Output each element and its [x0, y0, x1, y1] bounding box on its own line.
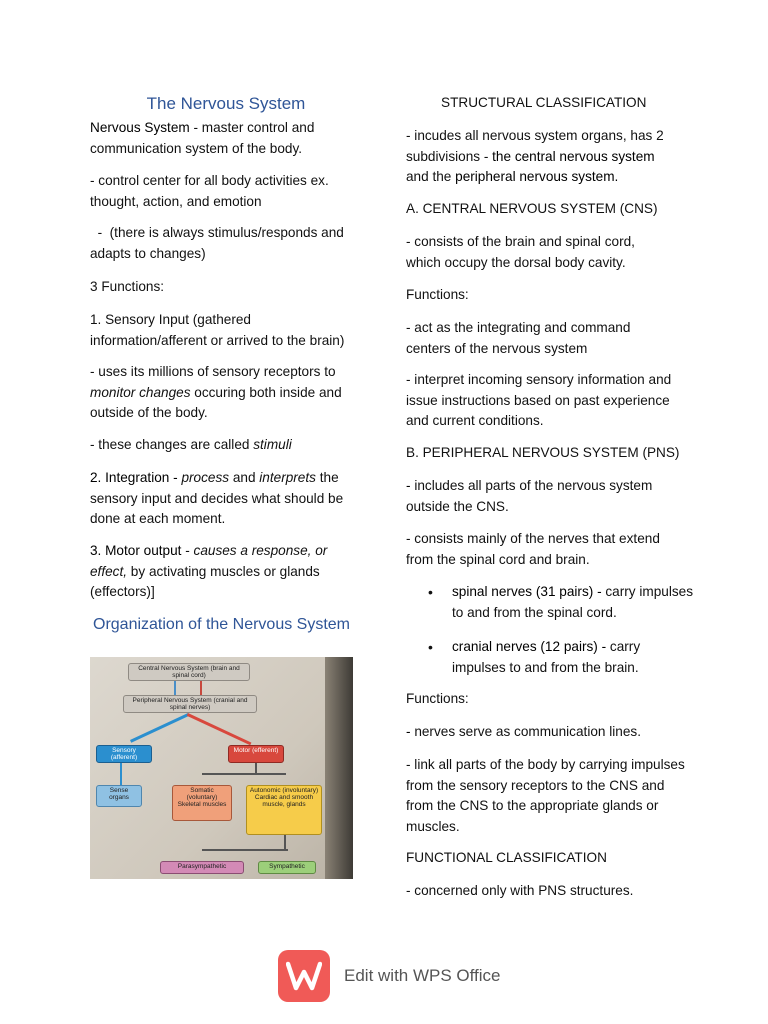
pns-p1-text: includes all parts of the nervous system outside the CNS.: [406, 478, 653, 514]
cns-paragraph-3: - interpret incoming sensory information and issue instructions based on past experience and current conditions.: [406, 372, 672, 428]
pns-paragraph-2: - consists mainly of the nerves that extend from the spinal cord and brain.: [406, 531, 660, 567]
arrow-down-line: [200, 681, 202, 695]
bullet2-label: cranial nerves (12 pairs) -: [452, 639, 610, 654]
diagram-sympathetic-box: Sympathetic: [258, 861, 316, 874]
intro-term: Nervous System: [90, 120, 190, 135]
f3-dash: -: [181, 543, 194, 558]
diagram-sensory-box: Sensory (afferent): [96, 745, 152, 763]
f1-text-b: occuring both inside and outside of the body.: [90, 384, 342, 420]
f2-and: and: [229, 470, 260, 485]
diagram-pns-box: Peripheral Nervous System (cranial and spinal nerves): [123, 695, 257, 713]
diagram-cns-box: Central Nervous System (brain and spinal cord): [128, 663, 250, 681]
motor-down-line: [255, 763, 257, 773]
p1-b: the central nervous system: [492, 148, 655, 164]
list-item: [406, 582, 696, 623]
motor-split-line: [202, 773, 286, 775]
f2-label: 2. Integration -: [90, 470, 182, 485]
f3-em: causes a response, or effect,: [90, 543, 328, 579]
intro-paragraph: [90, 118, 360, 159]
arrow-up-line: [174, 681, 176, 695]
f1-text-a: - uses its millions of sensory receptors to: [90, 364, 336, 379]
cns-heading: A. CENTRAL NERVOUS SYSTEM (CNS): [406, 201, 658, 216]
function2-paragraph: [90, 468, 362, 530]
f3-label: 3. Motor output: [90, 543, 182, 558]
f2-em2: interprets: [259, 470, 316, 485]
pns-p3-text: nerves serve as communication lines.: [414, 724, 641, 739]
stimuli-paragraph: [90, 435, 360, 456]
stimulus-paragraph: - (there is always stimulus/responds and adapts to changes): [90, 225, 348, 261]
intro-definition: - master control and communication system of the body.: [90, 120, 315, 156]
pns-p1-dash: -: [406, 478, 415, 493]
pns-heading: B. PERIPHERAL NERVOUS SYSTEM (PNS): [406, 445, 680, 460]
p1-c: and the: [406, 169, 456, 184]
cns-paragraph-2: - act as the integrating and command centers of the nervous system: [406, 320, 631, 356]
nervous-system-diagram: [90, 657, 353, 879]
cns-paragraph-1: - consists of the brain and spinal cord, which occupy the dorsal body cavity.: [406, 234, 635, 270]
control-center-paragraph: - control center for all body activities ex. thought, action, and emotion: [90, 173, 329, 209]
f1-text-em: monitor changes: [90, 384, 191, 400]
diagram-sense-organs-box: Sense organs: [96, 785, 142, 807]
motor-branch-line: [187, 713, 252, 745]
wps-logo-icon[interactable]: [278, 950, 330, 1002]
functional-paragraph: - concerned only with PNS structures.: [406, 883, 634, 898]
wps-w-icon: [286, 960, 322, 992]
pns-functions-heading: Functions:: [406, 691, 469, 706]
function3-paragraph: [90, 541, 348, 603]
p1-d: peripheral nervous system.: [455, 169, 619, 184]
functions-heading: 3 Functions:: [90, 279, 165, 294]
f2-rest: the sensory input and decides what should be done at each moment.: [90, 470, 344, 526]
diagram-parasympathetic-box: Parasympathetic: [160, 861, 244, 874]
page-title: The Nervous System: [146, 94, 306, 113]
list-item: [406, 637, 696, 678]
f2-em1: process: [181, 470, 230, 485]
diagram-somatic-box: Somatic (voluntary) Skeletal muscles: [172, 785, 232, 821]
f1-text2-em: stimuli: [253, 437, 292, 452]
p1-a: - incudes all nervous system organs, has 2 subdivisions -: [406, 128, 664, 164]
diagram-autonomic-box: Autonomic (involuntary) Cardiac and smooth muscle, glands: [246, 785, 322, 835]
functional-heading: FUNCTIONAL CLASSIFICATION: [406, 850, 607, 865]
organization-title: Organization of the Nervous System: [93, 616, 351, 633]
f3-rest: by activating muscles or glands (effectors)]: [90, 563, 320, 599]
structural-paragraph: [406, 126, 681, 188]
bullet2-text: carry impulses to and from the brain.: [452, 639, 641, 675]
function1-paragraph: [90, 362, 360, 424]
cns-functions-heading: Functions:: [406, 287, 469, 302]
bullet1-text: carry impulses to and from the spinal cord.: [452, 584, 693, 620]
diagram-motor-box: Motor (efferent): [228, 745, 284, 763]
function1-heading: 1. Sensory Input (gathered information/afferent or arrived to the brain): [90, 312, 345, 348]
nerve-list: [406, 582, 696, 678]
autonomic-split-line: [202, 849, 288, 851]
sensory-down-line: [120, 763, 122, 785]
pns-paragraph-3: [406, 722, 641, 743]
pns-p3-dash: -: [406, 724, 415, 739]
autonomic-down-line: [284, 835, 286, 849]
sensory-branch-line: [130, 713, 189, 743]
bullet1-label: spinal nerves (31 pairs) -: [452, 584, 606, 599]
pns-paragraph-4: - link all parts of the body by carrying impulses from the sensory receptors to the CNS and from the CNS to the appropriate glands or muscles.: [406, 757, 685, 834]
wps-edit-link[interactable]: Edit with WPS Office: [344, 966, 501, 985]
photo-edge: [325, 657, 353, 879]
f1-text2-a: - these changes are called: [90, 437, 254, 452]
pns-paragraph-1: [406, 476, 676, 517]
structural-heading: STRUCTURAL CLASSIFICATION: [441, 95, 647, 110]
